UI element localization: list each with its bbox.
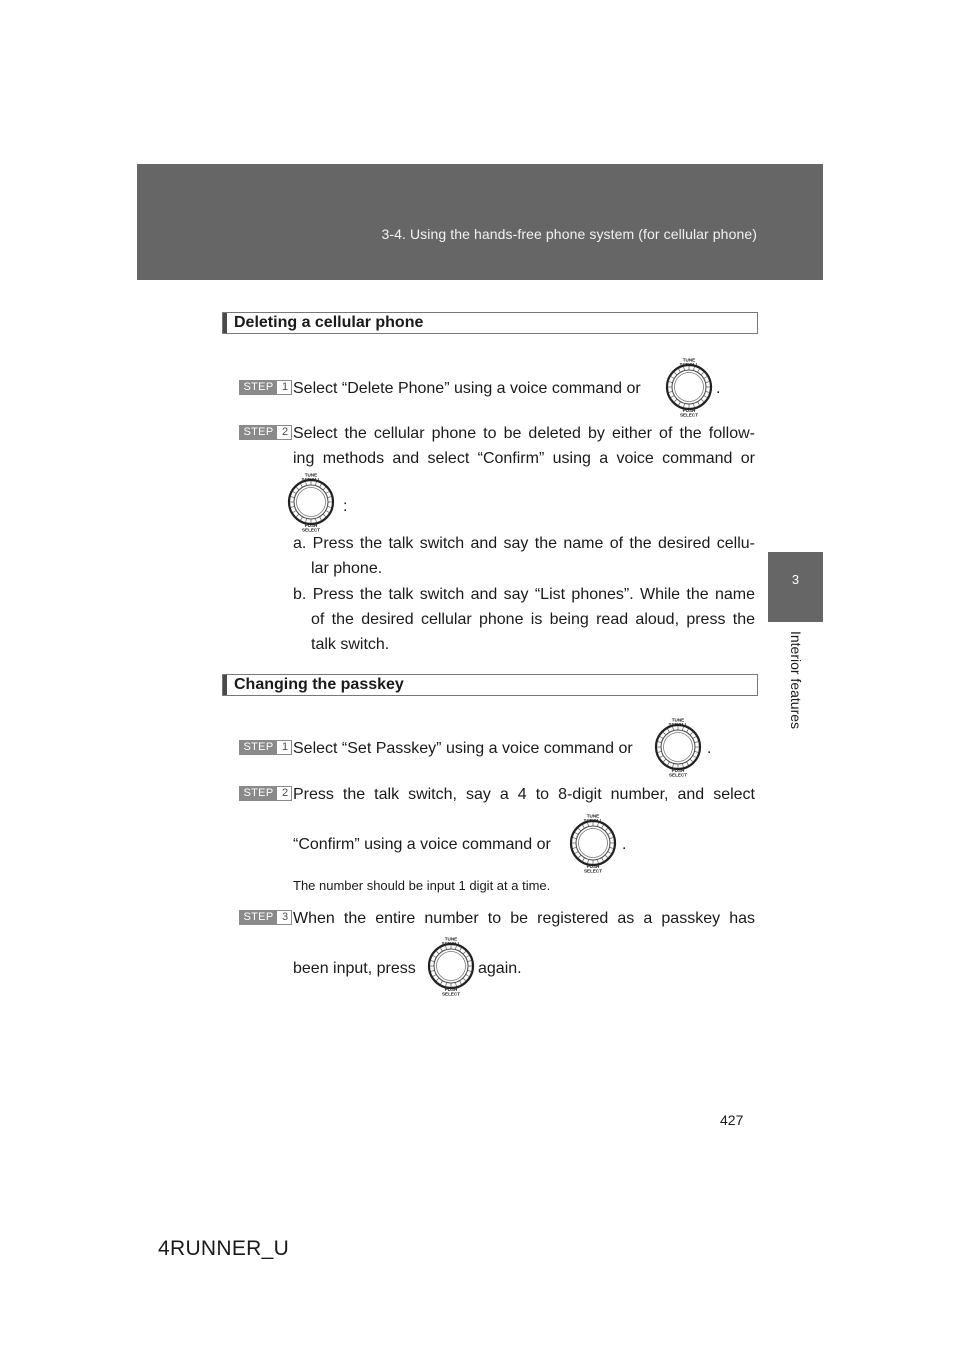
step-text-end: . — [622, 836, 627, 853]
svg-text:TUNE: TUNE — [671, 717, 685, 723]
step-label: STEP — [240, 381, 277, 394]
step-text-end: : — [343, 498, 348, 515]
section-title: Changing the passkey — [234, 676, 404, 693]
svg-text:SELECT: SELECT — [583, 868, 603, 873]
step-label: STEP — [240, 426, 277, 439]
step-note: The number should be input 1 digit at a time. — [293, 878, 551, 893]
chapter-side-tab — [768, 552, 823, 622]
section-heading-passkey — [222, 674, 758, 696]
step-badge — [239, 380, 292, 395]
step-badge — [239, 425, 292, 440]
svg-text:PUSH: PUSH — [671, 768, 685, 773]
step-badge — [239, 910, 292, 925]
step-text: ing methods and select “Confirm” using a voice command or — [293, 450, 755, 467]
option-b-text: of the desired cellular phone is being read aloud, press the — [311, 611, 755, 628]
section-heading-deleting — [222, 312, 758, 334]
option-a-text: lar phone. — [311, 560, 383, 577]
option-a-text: a. Press the talk switch and say the name of the desired cellu- — [293, 535, 755, 552]
svg-text:TUNE: TUNE — [304, 472, 318, 478]
step-number: 2 — [281, 426, 289, 438]
chapter-number: 3 — [791, 572, 800, 587]
svg-text:PUSH: PUSH — [304, 523, 318, 528]
page-number: 427 — [720, 1112, 744, 1128]
chapter-side-label: Interior features — [788, 630, 804, 730]
step-number: 1 — [281, 741, 289, 753]
option-b-text: b. Press the talk switch and say “List phones”. While the name — [293, 586, 755, 603]
svg-text:TUNE: TUNE — [682, 357, 696, 363]
svg-text:SCROLL: SCROLL — [668, 722, 688, 727]
svg-text:TUNE: TUNE — [586, 813, 600, 819]
chapter-section-title: 3-4. Using the hands-free phone system (for cellular phone) — [381, 226, 757, 242]
tune-select-dial-icon — [650, 717, 706, 777]
svg-text:SCROLL: SCROLL — [301, 477, 321, 482]
step-number: 3 — [281, 911, 289, 923]
step-label: STEP — [240, 911, 277, 924]
svg-text:PUSH: PUSH — [444, 987, 458, 992]
svg-text:SCROLL: SCROLL — [441, 941, 461, 946]
tune-select-dial-icon — [283, 472, 339, 532]
step-text: Select “Set Passkey” using a voice command or — [293, 740, 633, 757]
step-text-end: . — [716, 380, 721, 397]
svg-text:SELECT: SELECT — [679, 412, 699, 417]
step-text-end: . — [707, 740, 712, 757]
section-title: Deleting a cellular phone — [234, 314, 424, 331]
chapter-header-band — [137, 164, 823, 280]
step-text-end: again. — [478, 960, 522, 977]
svg-text:SELECT: SELECT — [301, 527, 321, 532]
option-b-text: talk switch. — [311, 636, 390, 653]
step-text: been input, press — [293, 960, 416, 977]
tune-select-dial-icon — [661, 357, 717, 417]
step-text: Select the cellular phone to be deleted by either of the follow- — [293, 425, 755, 442]
svg-text:SCROLL: SCROLL — [679, 362, 699, 367]
step-badge — [239, 786, 292, 801]
step-label: STEP — [240, 787, 277, 800]
step-text: When the entire number to be registered as a passkey has — [293, 910, 755, 927]
step-text: Press the talk switch, say a 4 to 8-digit number, and select — [293, 786, 755, 803]
svg-text:SELECT: SELECT — [441, 991, 461, 996]
svg-text:SELECT: SELECT — [668, 772, 688, 777]
svg-text:SCROLL: SCROLL — [583, 818, 603, 823]
svg-text:PUSH: PUSH — [682, 408, 696, 413]
tune-select-dial-icon — [423, 936, 479, 996]
step-text: Select “Delete Phone” using a voice command or — [293, 380, 641, 397]
footer-model-code: 4RUNNER_U — [158, 1237, 290, 1260]
svg-text:TUNE: TUNE — [444, 936, 458, 942]
step-label: STEP — [240, 741, 277, 754]
step-number: 2 — [281, 787, 289, 799]
svg-text:PUSH: PUSH — [586, 864, 600, 869]
step-number: 1 — [281, 381, 289, 393]
tune-select-dial-icon — [565, 813, 621, 873]
step-text: “Confirm” using a voice command or — [293, 836, 551, 853]
step-badge — [239, 740, 292, 755]
